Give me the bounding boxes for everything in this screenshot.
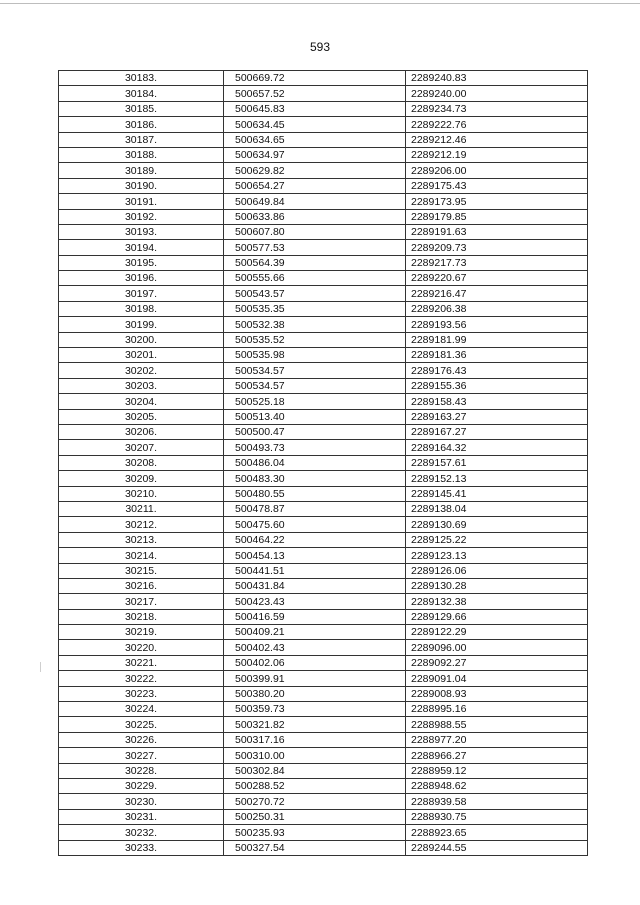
point-id-cell: 30208. xyxy=(59,455,224,470)
x-coordinate-cell: 500431.84 xyxy=(224,578,406,593)
table-row xyxy=(59,194,588,209)
y-coordinate-cell: 2289181.36 xyxy=(406,348,588,363)
point-id-cell: 30213. xyxy=(59,532,224,547)
coordinate-table xyxy=(58,70,588,856)
point-id-cell: 30206. xyxy=(59,424,224,439)
point-id-cell: 30220. xyxy=(59,640,224,655)
x-coordinate-cell: 500475.60 xyxy=(224,517,406,532)
y-coordinate-cell: 2289240.00 xyxy=(406,86,588,101)
table-row xyxy=(59,794,588,809)
table-row xyxy=(59,717,588,732)
table-row xyxy=(59,671,588,686)
point-id-cell: 30189. xyxy=(59,163,224,178)
point-id-cell: 30217. xyxy=(59,594,224,609)
x-coordinate-cell: 500464.22 xyxy=(224,532,406,547)
y-coordinate-cell: 2289008.93 xyxy=(406,686,588,701)
point-id-cell: 30215. xyxy=(59,563,224,578)
x-coordinate-cell: 500634.65 xyxy=(224,132,406,147)
x-coordinate-cell: 500513.40 xyxy=(224,409,406,424)
x-coordinate-cell: 500235.93 xyxy=(224,825,406,840)
table-row xyxy=(59,732,588,747)
y-coordinate-cell: 2289244.55 xyxy=(406,840,588,855)
table-row xyxy=(59,286,588,301)
y-coordinate-cell: 2289173.95 xyxy=(406,194,588,209)
y-coordinate-cell: 2288930.75 xyxy=(406,809,588,824)
point-id-cell: 30222. xyxy=(59,671,224,686)
table-row xyxy=(59,625,588,640)
table-row xyxy=(59,440,588,455)
table-row xyxy=(59,271,588,286)
point-id-cell: 30198. xyxy=(59,301,224,316)
x-coordinate-cell: 500493.73 xyxy=(224,440,406,455)
point-id-cell: 30233. xyxy=(59,840,224,855)
x-coordinate-cell: 500317.16 xyxy=(224,732,406,747)
y-coordinate-cell: 2289126.06 xyxy=(406,563,588,578)
point-id-cell: 30216. xyxy=(59,578,224,593)
table-row xyxy=(59,101,588,116)
point-id-cell: 30225. xyxy=(59,717,224,732)
x-coordinate-cell: 500441.51 xyxy=(224,563,406,578)
x-coordinate-cell: 500532.38 xyxy=(224,317,406,332)
x-coordinate-cell: 500535.98 xyxy=(224,348,406,363)
table-row xyxy=(59,825,588,840)
y-coordinate-cell: 2289209.73 xyxy=(406,240,588,255)
table-row xyxy=(59,117,588,132)
x-coordinate-cell: 500327.54 xyxy=(224,840,406,855)
y-coordinate-cell: 2289212.46 xyxy=(406,132,588,147)
y-coordinate-cell: 2289096.00 xyxy=(406,640,588,655)
y-coordinate-cell: 2289129.66 xyxy=(406,609,588,624)
y-coordinate-cell: 2289122.29 xyxy=(406,625,588,640)
point-id-cell: 30193. xyxy=(59,224,224,239)
point-id-cell: 30183. xyxy=(59,71,224,86)
x-coordinate-cell: 500454.13 xyxy=(224,548,406,563)
x-coordinate-cell: 500669.72 xyxy=(224,71,406,86)
table-row xyxy=(59,609,588,624)
x-coordinate-cell: 500310.00 xyxy=(224,748,406,763)
point-id-cell: 30209. xyxy=(59,471,224,486)
point-id-cell: 30214. xyxy=(59,548,224,563)
table-row xyxy=(59,778,588,793)
y-coordinate-cell: 2289176.43 xyxy=(406,363,588,378)
y-coordinate-cell: 2289193.56 xyxy=(406,317,588,332)
point-id-cell: 30202. xyxy=(59,363,224,378)
table-row xyxy=(59,655,588,670)
point-id-cell: 30190. xyxy=(59,178,224,193)
y-coordinate-cell: 2289091.04 xyxy=(406,671,588,686)
table-row xyxy=(59,501,588,516)
y-coordinate-cell: 2288988.55 xyxy=(406,717,588,732)
table-row xyxy=(59,394,588,409)
point-id-cell: 30232. xyxy=(59,825,224,840)
y-coordinate-cell: 2289206.38 xyxy=(406,301,588,316)
y-coordinate-cell: 2289164.32 xyxy=(406,440,588,455)
point-id-cell: 30204. xyxy=(59,394,224,409)
point-id-cell: 30231. xyxy=(59,809,224,824)
table-row xyxy=(59,763,588,778)
y-coordinate-cell: 2289222.76 xyxy=(406,117,588,132)
x-coordinate-cell: 500483.30 xyxy=(224,471,406,486)
point-id-cell: 30194. xyxy=(59,240,224,255)
table-row xyxy=(59,378,588,393)
y-coordinate-cell: 2289145.41 xyxy=(406,486,588,501)
x-coordinate-cell: 500250.31 xyxy=(224,809,406,824)
x-coordinate-cell: 500607.80 xyxy=(224,224,406,239)
point-id-cell: 30207. xyxy=(59,440,224,455)
x-coordinate-cell: 500409.21 xyxy=(224,625,406,640)
y-coordinate-cell: 2289217.73 xyxy=(406,255,588,270)
y-coordinate-cell: 2288939.58 xyxy=(406,794,588,809)
x-coordinate-cell: 500359.73 xyxy=(224,702,406,717)
point-id-cell: 30205. xyxy=(59,409,224,424)
table-row xyxy=(59,363,588,378)
point-id-cell: 30212. xyxy=(59,517,224,532)
table-row xyxy=(59,517,588,532)
table-row xyxy=(59,486,588,501)
table-row xyxy=(59,424,588,439)
table-row xyxy=(59,348,588,363)
y-coordinate-cell: 2289157.61 xyxy=(406,455,588,470)
point-id-cell: 30185. xyxy=(59,101,224,116)
point-id-cell: 30211. xyxy=(59,501,224,516)
point-id-cell: 30195. xyxy=(59,255,224,270)
y-coordinate-cell: 2289240.83 xyxy=(406,71,588,86)
y-coordinate-cell: 2289158.43 xyxy=(406,394,588,409)
point-id-cell: 30186. xyxy=(59,117,224,132)
point-id-cell: 30229. xyxy=(59,778,224,793)
table-row xyxy=(59,840,588,855)
y-coordinate-cell: 2289155.36 xyxy=(406,378,588,393)
x-coordinate-cell: 500564.39 xyxy=(224,255,406,270)
table-row xyxy=(59,147,588,162)
x-coordinate-cell: 500302.84 xyxy=(224,763,406,778)
table-row xyxy=(59,132,588,147)
y-coordinate-cell: 2289132.38 xyxy=(406,594,588,609)
y-coordinate-cell: 2289167.27 xyxy=(406,424,588,439)
y-coordinate-cell: 2289212.19 xyxy=(406,147,588,162)
point-id-cell: 30210. xyxy=(59,486,224,501)
x-coordinate-cell: 500423.43 xyxy=(224,594,406,609)
point-id-cell: 30201. xyxy=(59,348,224,363)
y-coordinate-cell: 2289123.13 xyxy=(406,548,588,563)
table-row xyxy=(59,702,588,717)
point-id-cell: 30228. xyxy=(59,763,224,778)
y-coordinate-cell: 2289179.85 xyxy=(406,209,588,224)
table-row xyxy=(59,455,588,470)
y-coordinate-cell: 2288948.62 xyxy=(406,778,588,793)
x-coordinate-cell: 500534.57 xyxy=(224,363,406,378)
table-row xyxy=(59,686,588,701)
y-coordinate-cell: 2288959.12 xyxy=(406,763,588,778)
x-coordinate-cell: 500535.52 xyxy=(224,332,406,347)
point-id-cell: 30224. xyxy=(59,702,224,717)
x-coordinate-cell: 500380.20 xyxy=(224,686,406,701)
table-row xyxy=(59,748,588,763)
table-row xyxy=(59,532,588,547)
y-coordinate-cell: 2289152.13 xyxy=(406,471,588,486)
point-id-cell: 30218. xyxy=(59,609,224,624)
table-row xyxy=(59,332,588,347)
x-coordinate-cell: 500657.52 xyxy=(224,86,406,101)
point-id-cell: 30221. xyxy=(59,655,224,670)
x-coordinate-cell: 500402.43 xyxy=(224,640,406,655)
table-row xyxy=(59,178,588,193)
page-number: 593 xyxy=(309,40,331,54)
x-coordinate-cell: 500629.82 xyxy=(224,163,406,178)
point-id-cell: 30223. xyxy=(59,686,224,701)
x-coordinate-cell: 500535.35 xyxy=(224,301,406,316)
point-id-cell: 30191. xyxy=(59,194,224,209)
x-coordinate-cell: 500486.04 xyxy=(224,455,406,470)
table-row xyxy=(59,640,588,655)
coordinate-table-body xyxy=(59,71,588,856)
point-id-cell: 30227. xyxy=(59,748,224,763)
x-coordinate-cell: 500645.83 xyxy=(224,101,406,116)
x-coordinate-cell: 500270.72 xyxy=(224,794,406,809)
y-coordinate-cell: 2289234.73 xyxy=(406,101,588,116)
point-id-cell: 30219. xyxy=(59,625,224,640)
x-coordinate-cell: 500634.45 xyxy=(224,117,406,132)
x-coordinate-cell: 500634.97 xyxy=(224,147,406,162)
y-coordinate-cell: 2289181.99 xyxy=(406,332,588,347)
table-row xyxy=(59,548,588,563)
x-coordinate-cell: 500288.52 xyxy=(224,778,406,793)
point-id-cell: 30196. xyxy=(59,271,224,286)
point-id-cell: 30184. xyxy=(59,86,224,101)
x-coordinate-cell: 500577.53 xyxy=(224,240,406,255)
table-row xyxy=(59,163,588,178)
x-coordinate-cell: 500500.47 xyxy=(224,424,406,439)
point-id-cell: 30188. xyxy=(59,147,224,162)
table-row xyxy=(59,578,588,593)
y-coordinate-cell: 2289163.27 xyxy=(406,409,588,424)
x-coordinate-cell: 500321.82 xyxy=(224,717,406,732)
y-coordinate-cell: 2289125.22 xyxy=(406,532,588,547)
y-coordinate-cell: 2289130.69 xyxy=(406,517,588,532)
table-row xyxy=(59,471,588,486)
x-coordinate-cell: 500402.06 xyxy=(224,655,406,670)
y-coordinate-cell: 2289220.67 xyxy=(406,271,588,286)
x-coordinate-cell: 500654.27 xyxy=(224,178,406,193)
y-coordinate-cell: 2289138.04 xyxy=(406,501,588,516)
y-coordinate-cell: 2289191.63 xyxy=(406,224,588,239)
point-id-cell: 30200. xyxy=(59,332,224,347)
table-row xyxy=(59,409,588,424)
y-coordinate-cell: 2289092.27 xyxy=(406,655,588,670)
table-row xyxy=(59,86,588,101)
y-coordinate-cell: 2289175.43 xyxy=(406,178,588,193)
x-coordinate-cell: 500399.91 xyxy=(224,671,406,686)
table-row xyxy=(59,317,588,332)
table-row xyxy=(59,224,588,239)
table-row xyxy=(59,71,588,86)
y-coordinate-cell: 2289130.28 xyxy=(406,578,588,593)
x-coordinate-cell: 500480.55 xyxy=(224,486,406,501)
page-top-rule xyxy=(0,3,640,4)
x-coordinate-cell: 500534.57 xyxy=(224,378,406,393)
table-row xyxy=(59,209,588,224)
x-coordinate-cell: 500478.87 xyxy=(224,501,406,516)
x-coordinate-cell: 500649.84 xyxy=(224,194,406,209)
x-coordinate-cell: 500543.57 xyxy=(224,286,406,301)
x-coordinate-cell: 500555.66 xyxy=(224,271,406,286)
point-id-cell: 30192. xyxy=(59,209,224,224)
table-row xyxy=(59,255,588,270)
table-row xyxy=(59,809,588,824)
table-row xyxy=(59,594,588,609)
table-row xyxy=(59,301,588,316)
y-coordinate-cell: 2288995.16 xyxy=(406,702,588,717)
table-row xyxy=(59,563,588,578)
x-coordinate-cell: 500633.86 xyxy=(224,209,406,224)
y-coordinate-cell: 2289216.47 xyxy=(406,286,588,301)
margin-mark xyxy=(40,662,41,672)
y-coordinate-cell: 2288977.20 xyxy=(406,732,588,747)
point-id-cell: 30187. xyxy=(59,132,224,147)
x-coordinate-cell: 500525.18 xyxy=(224,394,406,409)
point-id-cell: 30226. xyxy=(59,732,224,747)
y-coordinate-cell: 2289206.00 xyxy=(406,163,588,178)
y-coordinate-cell: 2288966.27 xyxy=(406,748,588,763)
point-id-cell: 30203. xyxy=(59,378,224,393)
x-coordinate-cell: 500416.59 xyxy=(224,609,406,624)
point-id-cell: 30199. xyxy=(59,317,224,332)
table-row xyxy=(59,240,588,255)
point-id-cell: 30197. xyxy=(59,286,224,301)
y-coordinate-cell: 2288923.65 xyxy=(406,825,588,840)
point-id-cell: 30230. xyxy=(59,794,224,809)
